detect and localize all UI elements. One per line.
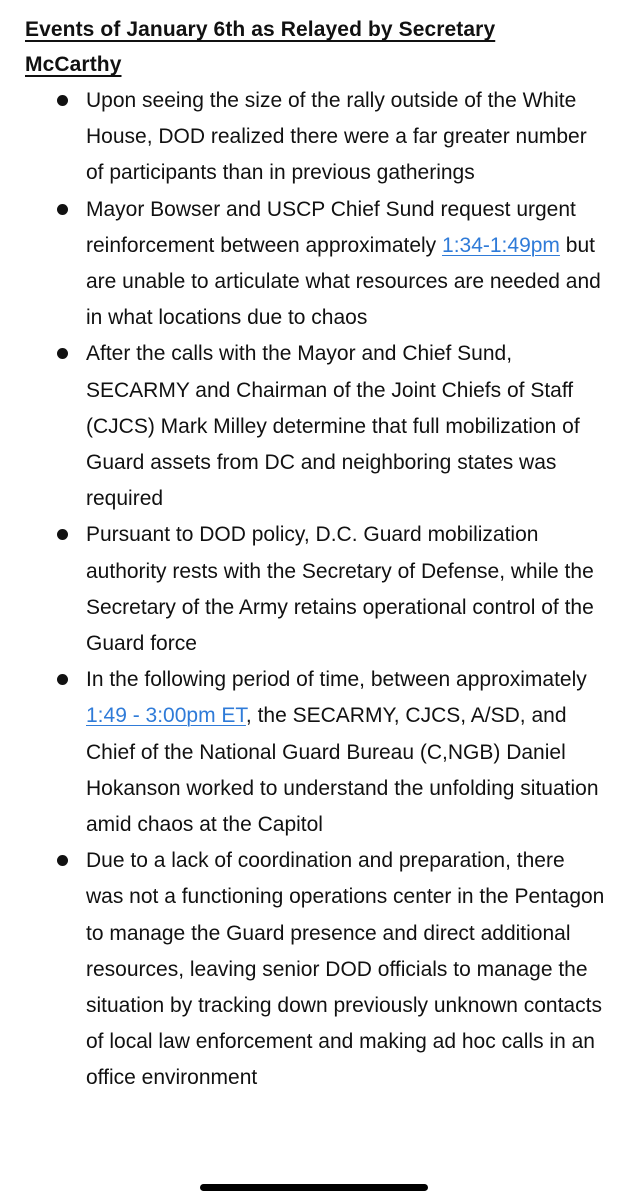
bullet-item [0, 517, 625, 662]
bullet-item [0, 336, 625, 517]
bullet-item [0, 662, 625, 843]
bullet-item [0, 843, 625, 1096]
bullet-text: Pursuant to DOD policy, D.C. Guard mobilization authority rests with the Secretary of Defense, while the Secretary of the Army retains operational control of the Guard force [86, 523, 594, 656]
bullet-dot-icon [57, 855, 68, 866]
bullet-text: Due to a lack of coordination and preparation, there was not a functioning operations center in the Pentagon to manage the Guard presence and direct additional resources, leaving senior DOD officials to manage the situation by tracking down previously unknown contacts of local law enforcement and making ad hoc calls in an office environment [86, 849, 605, 1090]
bullet-dot-icon [57, 348, 68, 359]
bullet-item [0, 83, 625, 192]
bullet-text: Mayor Bowser and USCP Chief Sund request urgent reinforcement between approximately [86, 197, 576, 257]
bullet-text: but are unable to articulate what resources are needed and in what locations due to chaos [86, 233, 601, 330]
time-link[interactable]: 1:49 - 3:00pm ET [86, 704, 246, 728]
bullet-dot-icon [57, 674, 68, 685]
time-link[interactable]: 1:34-1:49pm [442, 233, 560, 257]
bullet-text: Upon seeing the size of the rally outside of the White House, DOD realized there were a far greater number of participants than in previous gatherings [86, 89, 587, 185]
bullet-text: In the following period of time, between approximately [86, 668, 587, 692]
bullet-text: After the calls with the Mayor and Chief Sund, SECARMY and Chairman of the Joint Chiefs of Staff (CJCS) Mark Milley determine that full mobilization of Guard assets from DC and neighboring states was required [86, 342, 580, 511]
bullet-dot-icon [57, 529, 68, 540]
bullet-list [0, 83, 625, 1097]
bullet-text: , the SECARMY, CJCS, A/SD, and Chief of the National Guard Bureau (C,NGB) Daniel Hokanson worked to understand the unfolding situation amid chaos at the Capitol [86, 704, 599, 837]
bullet-dot-icon [57, 204, 68, 215]
bullet-item [0, 192, 625, 337]
document-heading: Events of January 6th as Relayed by Secretary McCarthy [25, 18, 496, 76]
page-top-edge [0, 0, 625, 12]
home-indicator[interactable] [200, 1184, 428, 1191]
bullet-dot-icon [57, 95, 68, 106]
